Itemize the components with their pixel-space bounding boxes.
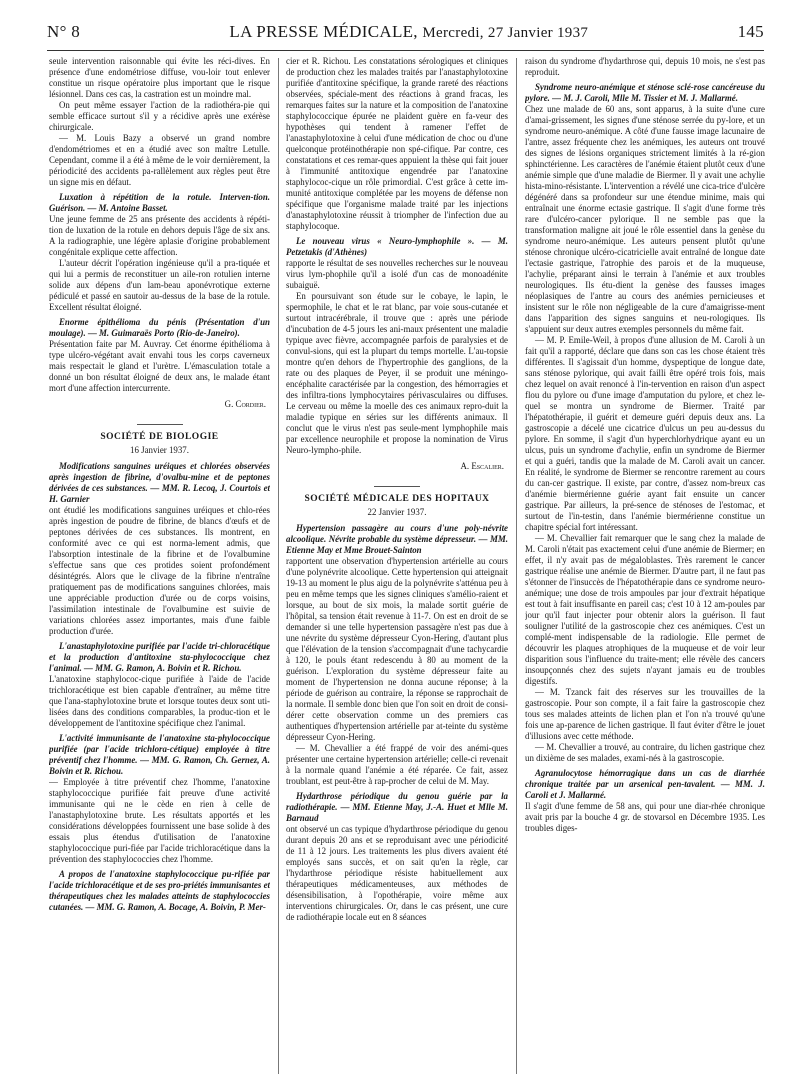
paragraph: ont observé un cas typique d'hydarthrose périodique du genou durant depuis 20 ans et se reproduisant avec une périodicité de 11 à 12 jours. Les traitements les plus divers avaient été employés sans succès, et on sait qu'en la règle, car l'hydarthrose périodique résiste habituellement aux thérapeutiques médicamenteuses, aux méthodes de désensibilisation, à l'opothérapie, voire même aux interventions chirurgicales. Or, dans le cas présent, une cure de radiothérapie locale eut en 8 séances bbox=[286, 824, 508, 922]
paragraph: Chez une malade de 60 ans, sont apparus, à la suite d'une cure d'amai-grissement, les signes d'une sténose serrée du py-lore, et un syndrome neuro-anémique. A côté d'une fausse image lacunaire de l'antre, assez fréquente chez les anémiques, les auteurs ont trouvé des signes de lésions organiques strictement limités à la ré-gion sphinctérienne. Les caractères de l'anémie étaient plutôt ceux d'une anémie simple que d'une maladie de Biermer. Il y avait une achylie hista-mino-résistante. L'intervention a révélé une cica-trice d'ulcère dégénéré dans sa profondeur sur une étendue minime, mais qui entraînait une énorme ectasie gastrique. Il s'agit d'une forme très rare d'ulcéro-cancer pylorique. Il ne semble pas que la transformation maligne ait joué le rôle essentiel dans la genèse du syndrome neuro-anémique. Les auteurs pensent plutôt qu'une sténose chronique ulcéro-cicatricielle avait entraîné de longue date l'ectasie gastrique, l'atrophie des parois et de la muqueuse, l'achylie, préparant ainsi le terrain à l'anémie et aux troubles neurologiques. Ils étu-dient la genèse des fausses images néoplasiques de l'antre au cours des anémies pernicieuses et insistent sur le rôle non négligeable de la cure d'amaigrisse-ment dans l'apparition des signes sanguins et neu-rologiques. Ils s'appuient sur deux autres exemples personnels du même fait. bbox=[525, 104, 765, 334]
paragraph: — Employée à titre préventif chez l'homme, l'anatoxine staphylococcique purifiée fait preuve d'une activité immunisante qui ne le cède en rien à celle de l'anastaphylotoxine brute. Les résultats apportés et les considérations développées fournissent une base solide à des essais plus étendus d'utilisation de l'anatoxine staphylococcique puri-fiée par l'acide trichloracétique dans la prévention des staphylococcies chez l'homme. bbox=[49, 777, 270, 864]
article-heading: Agranulocytose hémorragique dans un cas de diarrhée chronique traitée par un arsenical pen-tavalent. — MM. J. Caroli et J. Mallarmé. bbox=[525, 768, 765, 800]
issue-date: Mercredi, 27 Janvier 1937 bbox=[422, 25, 589, 41]
header-rule bbox=[47, 50, 764, 51]
paragraph: En poursuivant son étude sur le cobaye, le lapin, le spermophile, le chat et le rat blanc, par voie sous-cutanée et surtout intracérébrale, il trouve que : après une période d'incubation de 4-5 jours les ani-maux présentent une maladie typique avec fièvre, accompagnée parfois de paralysies et de convul-sions, qui est la plupart du temps mortelle. L'au-topsie montre qu'en dehors de l'hypertrophie des ganglions, de la rate ou des plaques de Peyer, il se produit une méningo-encéphalite caractérisée par la congestion, des hémorragies et des infiltra-tions lymphocytaires périvasculaires ou diffuses. Le cerveau ou même la moelle des ces animaux repro-duit la maladie typique en séries sur les différents animaux. Il conclut que le virus n'est pas seule-ment lymphophile mais par excellence neurophile et propose la nomination de Virus Neuro-lympho-phile. bbox=[286, 291, 508, 455]
paragraph: — M. P. Emile-Weil, à propos d'une allusion de M. Caroli à un fait qu'il a rapporté, déclare que dans son cas les chose étaient très différentes. Il s'agissait d'un homme, dyspeptique de longue date, sans sténose pylorique, qui avait failli être opéré trois fois, mais chez lequel on avait renoncé à l'in-tervention en raison d'un aspect flou du pylore ou d'une image d'amputation du pylore, et chez le-quel se montra un syndrome de Biermer. Traité par l'hépatothérapie, il guérit et demeure guéri depuis deux ans. La gastroscopie a décelé une cicatrice d'ulcus un peu au-dessus du pylore. En somme, il s'agit d'un hyperchlorhydrique ayant eu un ulcus, puis un syndrome d'achylie, enfin un syndrome de Biermer et qui a guéri, tandis que la malade de M. Caroli avait un cancer. En réalité, le syndrome de Biermer se rencontre rarement au cours du can-cer gastrique. Il existe, par contre, d'assez nom-breux cas d'anémie biermérienne guérie ayant fait ensuite un cancer gastrique. Par ailleurs, la pré-sence de sténoses de l'estomac, et surtout de l'in-testin, dans l'anémie biermérienne constitue un chapitre spécial fort intéressant. bbox=[525, 335, 765, 532]
section-title: SOCIÉTÉ MÉDICALE DES HOPITAUX bbox=[286, 486, 508, 505]
column-3 bbox=[525, 56, 765, 1076]
paragraph: L'auteur décrit l'opération ingénieuse qu'il a pra-tiquée et qui lui a permis de reconstituer un aile-ron rotulien interne solide aux dépens d'un lam-beau aponévrotique externe pédiculé et passé en sautoir au-dessus de la base de la rotule. Excellent résultat éloigné. bbox=[49, 258, 270, 312]
article-heading: Le nouveau virus « Neuro-lymphophile ». — M. Petzetakis (d'Athènes) bbox=[286, 236, 508, 257]
paragraph: On peut même essayer l'action de la radiothéra-pie qui semble efficace surtout s'il y a récidive après une exérèse chirurgicale. bbox=[49, 100, 270, 132]
paragraph: ont étudié les modifications sanguines uréiques et chlo-rées après ingestion de poudre de fibrine, de blancs d'œufs et de peptones dérivées de ces substances. Ils montrent, en conformité avec ce qui est norma-lement admis, que l'absorption intestinale de la fibrine et de l'ovalbumine s'effectue sans que ces protides soient profondément désintégrés. Alors que le clivage de la fibrine n'entraîne pratiquement pas de modifications sanguines chlorées, mais une appréciable production d'urée ou de corps voisins, l'assimilation intestinale de l'ovalbumine est suivie de variations chlorées assez importantes, mais d'une faible production d'urée. bbox=[49, 505, 270, 636]
author-signature: G. Cordier. bbox=[224, 399, 266, 409]
section-date: 22 Janvier 1937. bbox=[367, 507, 427, 517]
column-divider-1 bbox=[278, 58, 279, 1074]
article-heading: Enorme épithélioma du pénis (Présentation d'un moulage). — M. Guimaraës Porto (Rio-de-Janeiro). bbox=[49, 317, 270, 338]
paragraph: L'anatoxine staphylococ-cique purifiée à l'aide de l'acide trichloracétique est bien capable d'entraîner, au même titre que l'ana-staphylotoxine brute et lorsque toutes deux sont uti-lisées dans des conditions comparables, la produc-tion et le développement de l'antitoxine spécifique chez l'animal. bbox=[49, 674, 270, 728]
article-heading: Hypertension passagère au cours d'une poly-névrite alcoolique. Névrite probable du système dépresseur. — MM. Etienne May et Mme Brouet-Sainton bbox=[286, 523, 508, 555]
article-heading: L'anastaphylotoxine purifiée par l'acide tri-chloracétique et la production d'antitoxine sta-phylococcique chez l'animal. — MM. G. Ramon, A. Boivin et R. Richou. bbox=[49, 641, 270, 673]
article-heading: Modifications sanguines uréiques et chlorées observées après ingestion de fibrine, d'ovalbu-mine et de peptones dérivées de ces substances. — MM. R. Lecoq, J. Courtois et H. Garnier bbox=[49, 461, 270, 504]
article-heading: Hydarthrose périodique du genou guérie par la radiothérapie. — MM. Etienne May, J.-A. Huet et Mlle M. Barnaud bbox=[286, 791, 508, 823]
paragraph: — M. Louis Bazy a observé un grand nombre d'endométriomes et en a étudié avec son maître Letulle. Cependant, comme il a été à même de le voir dernièrement, la périodicité des accidents pa-rallèlement aux règles peut être un signe mis en défaut. bbox=[49, 133, 270, 187]
paragraph: — M. Tzanck fait des réserves sur les trouvailles de la gastroscopie. Pour son compte, il a fait faire la gastroscopie chez tous ses malades atteints de lichen plan et l'on n'a trouvé qu'une fois une ap-parence de lichen gastrique. Il faut éviter d'être le jouet d'illusions avec cette méthode. bbox=[525, 687, 765, 741]
paragraph: — M. Chevallier fait remarquer que le sang chez la malade de M. Caroli n'était pas exactement celui d'une anémie de Biermer; en effet, il n'y avait pas de mégaloblastes. Très rarement le cancer gastrique réalise une anémie de Biermer. D'autre part, il ne faut pas s'étonner de l'insuccès de l'hépatothérapie dans ce syndrome neuro-anémique; une dose de trois ampoules par jour d'extrait hépatique est tout à fait insuffisante en pareil cas; c'est 10 à 12 am-poules par jour qu'il faut injecter pour obtenir alors la guérison. Il faut souligner l'utilité de la gastroscopie chez ces anémiques. C'est un complé-ment indispensable de la radiologie. Elle permet de découvrir les plaques atrophiques de la muqueuse et de voir leur disparition sous l'influence du traite-ment; elle révèle des cancers insoupçonnés chez des sujets n'ayant jamais eu de troubles digestifs. bbox=[525, 533, 765, 686]
paragraph: Présentation faite par M. Auvray. Cet énorme épithélioma à type ulcéro-végétant avait envahi tous les corps caverneux mais respectait le gland et l'urètre. L'émasculation totale a donné un bon résultat éloigné de deux ans, le malade étant mort d'une affection intercurrente. bbox=[49, 339, 270, 393]
section-title: SOCIÉTÉ DE BIOLOGIE bbox=[49, 424, 270, 443]
article-heading: Luxation à répétition de la rotule. Interven-tion. Guérison. — M. Antoine Basset. bbox=[49, 192, 270, 213]
page-header bbox=[47, 22, 764, 46]
paragraph: rapportent une observation d'hypertension artérielle au cours d'une polynévrite alcoolique. Cette hypertension qui atteignait 19-13 au moment le plus aigu de la polynévrite s'atténua peu à peu en même temps que les signes cliniques s'amélio-raient et lorsque, au bout de six mois, la malade sortit guérie de l'hôpital, sa tension était revenue à 11-7. On est en droit de se demander si une telle hypertension passagère n'est pas due à une névrite du système dépresseur Cyon-Hering, d'autant plus que l'élévation de la tension s'accompagnait d'une tachycardie à 120, le pouls étant redescendu à 80 au moment de la guérison. L'exploration du système dépresseur faite au moment de l'hypertension ne donna aucune réponse; à la période de guérison au contraire, la réponse se rapprochait de la normale. Il semble donc bien que l'on soit en droit de consi-dérer cette observation comme un des premiers cas authentiques d'hypertension artérielle par at-teinte du système dépresseur Cyon-Hering. bbox=[286, 556, 508, 742]
article-heading: A propos de l'anatoxine staphylococcique pu-rifiée par l'acide trichloracétique et de ses pro-priétés immunisantes et thérapeutiques chez les malades atteints de staphylococcies cutanées. — MM. G. Ramon, A. Bocage, A. Boivin, P. Mer- bbox=[49, 869, 270, 912]
article-heading: L'activité immunisante de l'anatoxine sta-phylococcique purifiée (par l'acide trichlora-cétique) employée à titre préventif chez l'homme. — MM. G. Ramon, Ch. Gernez, A. Boivin et R. Richou. bbox=[49, 733, 270, 776]
paragraph: rapporte le résultat de ses nouvelles recherches sur le nouveau virus lym-phophile qu'il a isolé d'un cas de monoadénite subaiguë. bbox=[286, 258, 508, 290]
paragraph: Une jeune femme de 25 ans présente des accidents à répéti-tion de luxation de la rotule en dehors depuis l'âge de six ans. A la radiographie, une légère aplasie d'origine probablement congénitale explique cette affection. bbox=[49, 214, 270, 257]
paragraph: raison du syndrome d'hydarthrose qui, depuis 10 mois, ne s'est pas reproduit. bbox=[525, 56, 765, 77]
column-1 bbox=[49, 56, 270, 1076]
masthead bbox=[229, 22, 588, 42]
paragraph: — M. Chevallier a été frappé de voir des anémi-ques présenter une certaine hypertension artérielle; celle-ci revenait à la normale quand l'anémie a été réparée. Ce fait, assez troublant, est peut-être à rap-procher de celui de M. May. bbox=[286, 743, 508, 786]
paragraph: — M. Chevallier a trouvé, au contraire, du lichen gastrique chez un dixième de ses malades, exami-nés à la gastroscopie. bbox=[525, 742, 765, 763]
article-heading: Syndrome neuro-anémique et sténose sclé-rose cancéreuse du pylore. — M. J. Caroli, Mlle M. Tissier et M. J. Mallarmé. bbox=[525, 82, 765, 103]
page-number: 145 bbox=[737, 22, 764, 41]
section-date: 16 Janvier 1937. bbox=[130, 445, 189, 455]
author-signature: A. Escalier. bbox=[460, 461, 504, 471]
journal-title: LA PRESSE MÉDICALE, bbox=[229, 22, 418, 41]
paragraph: cier et R. Richou. Les constatations sérologiques et cliniques de production chez les malades traités par l'anastaphylotoxine purifiée d'antitoxine spécifique, la grande rareté des réactions observées, spéciale-ment des réactions à grand fracas, les remarques faites sur la nature et la composition de l'anatoxine staphylococcique épurée ne plaident guère en fa-veur des hypothèses qui tendent à ramener l'effet de l'anastaphylotoxine à celui d'une médication de choc ou d'une quelconque protéinothérapie non spé-cifique. Par contre, ces constatations et ces remar-ques appuient la thèse qui fait jouer à l'immunité antitoxique engendrée par l'anatoxine staphylococ-cique un rôle primordial. C'est grâce à cette im-munité antitoxique complétée par les moyens de défense non spécifique que l'organisme malade traité par les injections d'anastaphylotoxine réussit à triompher de l'infection due au staphylocoque. bbox=[286, 56, 508, 231]
column-divider-2 bbox=[516, 58, 517, 1074]
column-2 bbox=[286, 56, 508, 1076]
paragraph: seule intervention raisonnable qui évite les réci-dives. En présence d'une endométriose diffuse, vou-loir tout enlever constitue un risque opératoire plus important que le risque lésionnel. Dans ces cas, la castration est un moindre mal. bbox=[49, 56, 270, 99]
issue-number: N° 8 bbox=[47, 22, 81, 41]
paragraph: Il s'agit d'une femme de 58 ans, qui pour une diar-rhée chronique avait pris par la bouche 4 gr. de stovarsol en Décembre 1935. Les troubles diges- bbox=[525, 801, 765, 833]
